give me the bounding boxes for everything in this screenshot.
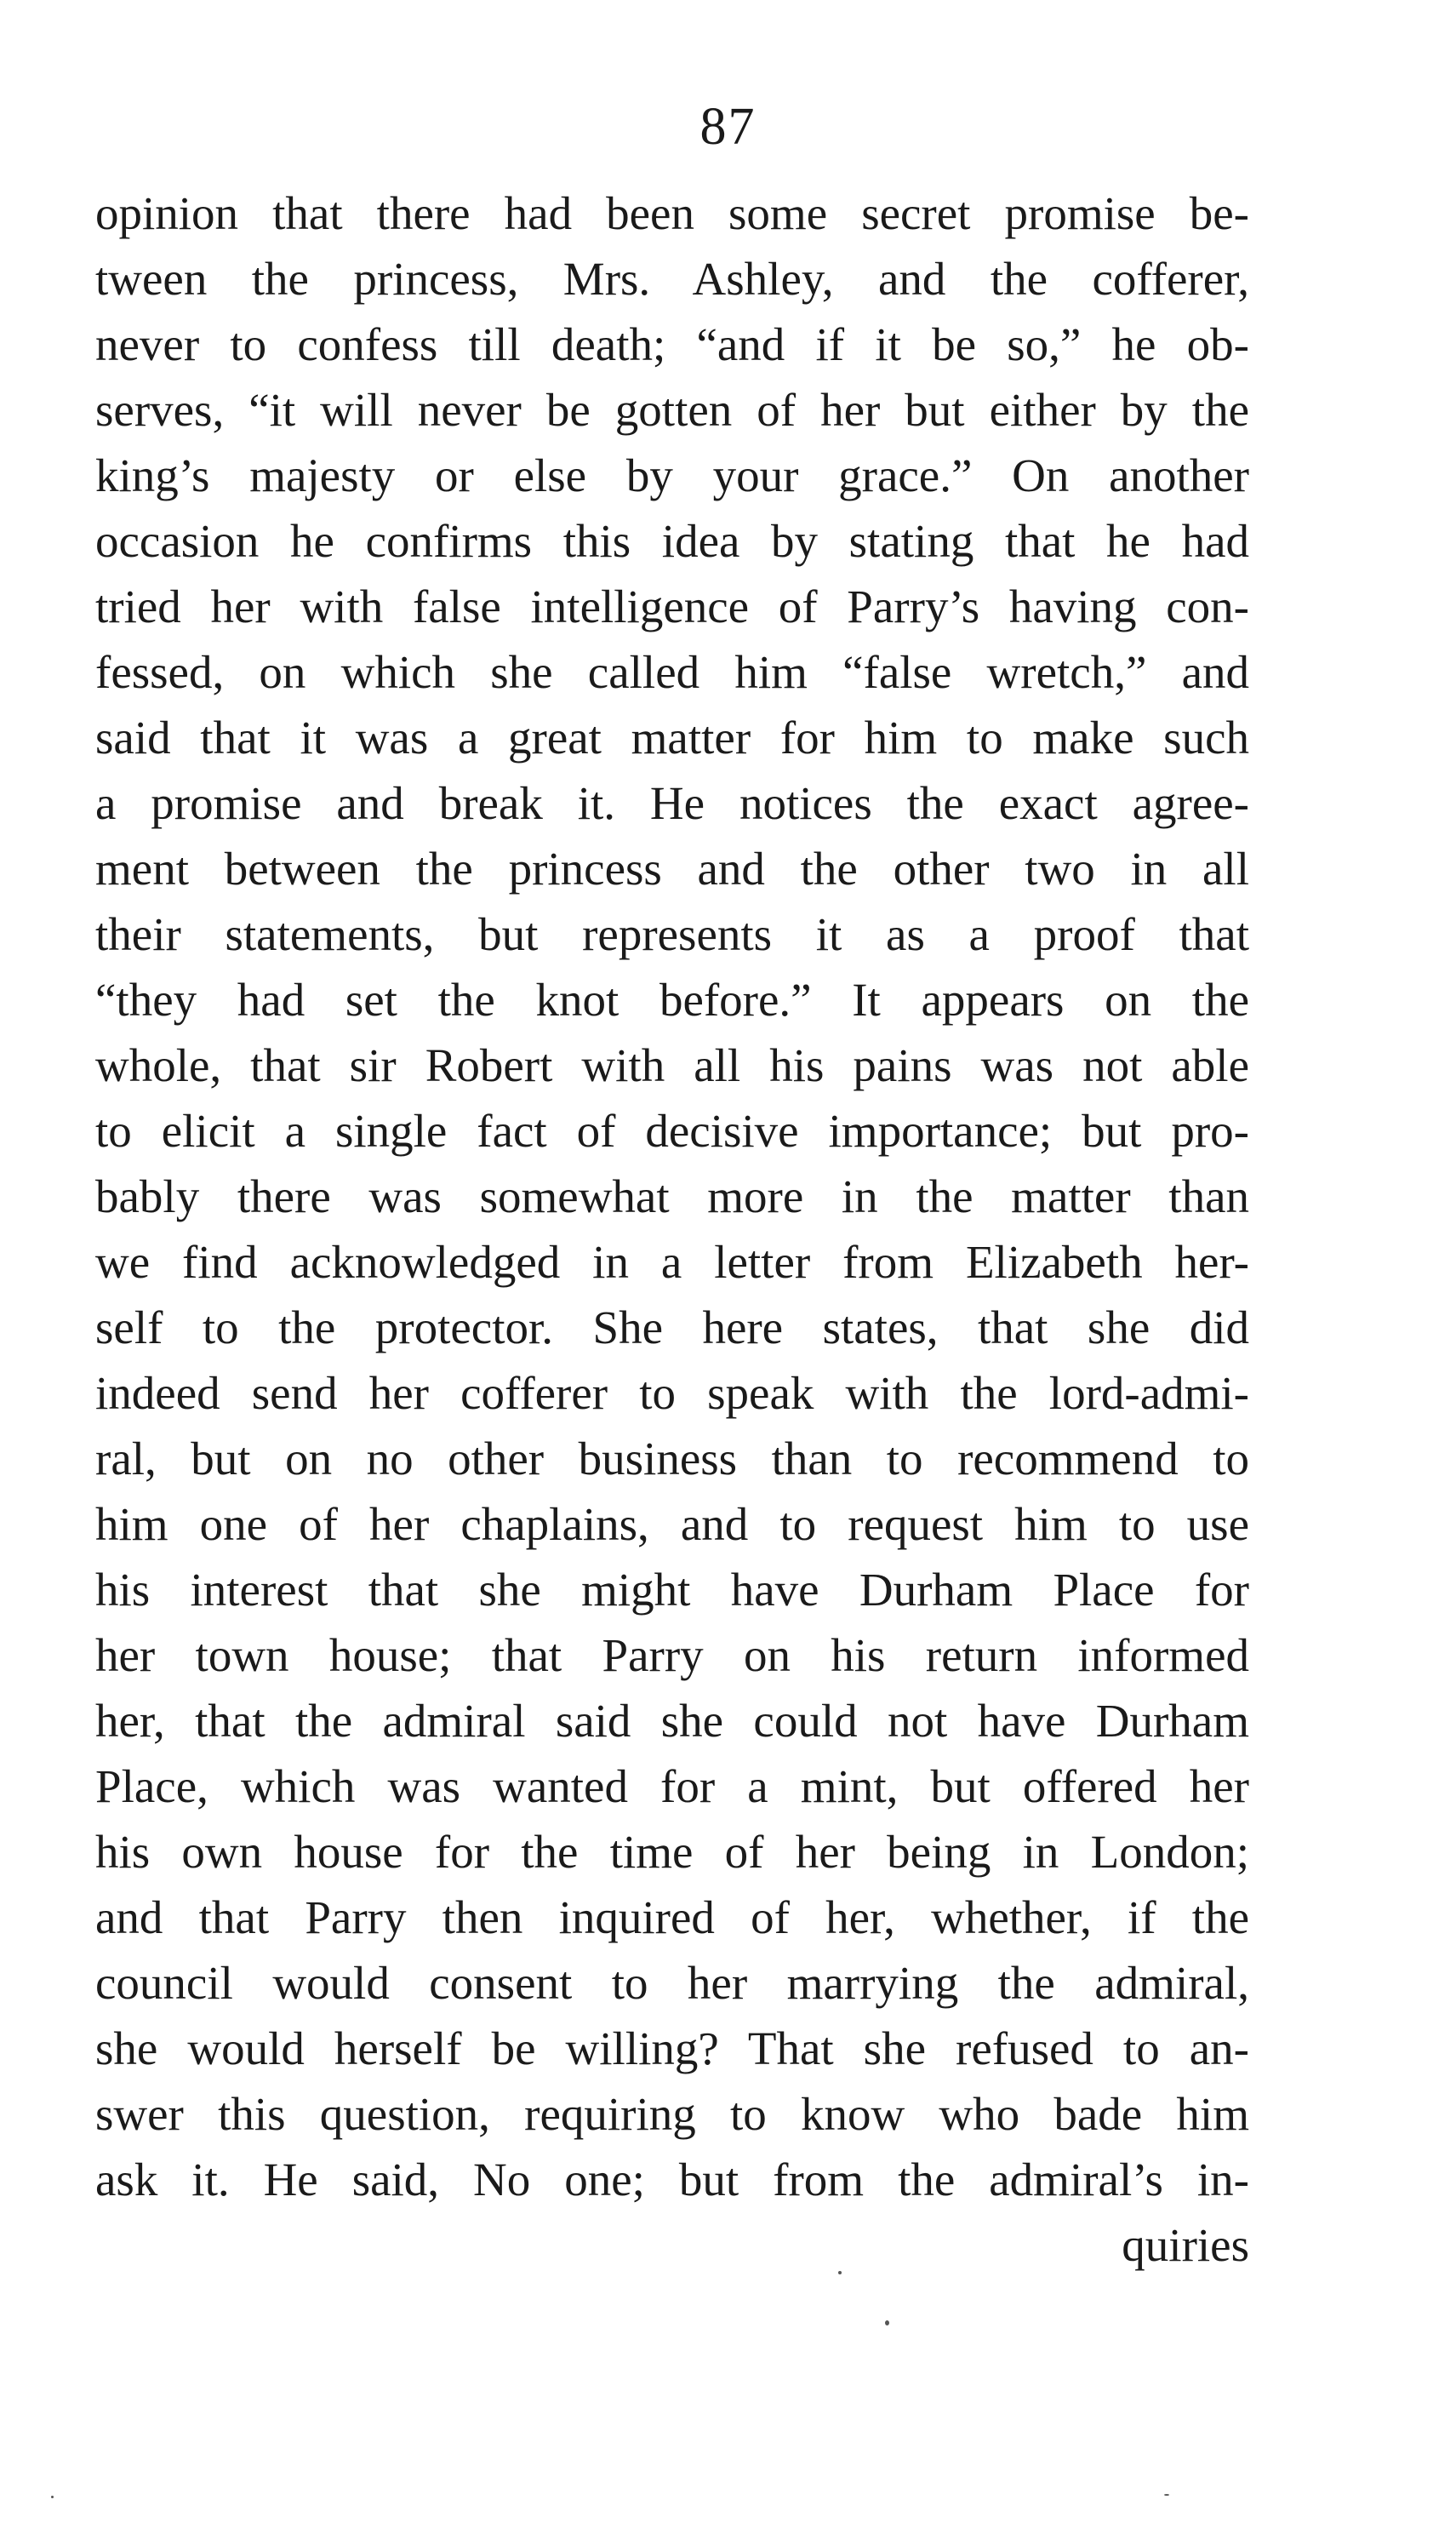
body-text (95, 180, 1249, 2278)
paper-speck (1164, 2494, 1169, 2496)
text-line: their statements, but represents it as a proof that (95, 908, 1249, 960)
text-line: serves, “it will never be gotten of her but either by the (95, 384, 1249, 436)
text-line: said that it was a great matter for him to make such (95, 712, 1249, 764)
text-line: indeed send her cofferer to speak with the lord-admi- (95, 1367, 1249, 1419)
text-line: we find acknowledged in a letter from Elizabeth her- (95, 1236, 1249, 1288)
text-line: him one of her chaplains, and to request him to use (95, 1498, 1249, 1550)
text-line: to elicit a single fact of decisive importance; but pro- (95, 1105, 1249, 1157)
text-line: occasion he confirms this idea by stating that he had (95, 515, 1249, 567)
text-line: never to confess till death; “and if it be so,” he ob- (95, 318, 1249, 370)
catchword: quiries (1122, 2219, 1249, 2271)
text-line: self to the protector. She here states, that she did (95, 1301, 1249, 1353)
text-line: bably there was somewhat more in the matter than (95, 1170, 1249, 1222)
text-line: council would consent to her marrying the admiral, (95, 1957, 1249, 2009)
text-line: his interest that she might have Durham Place for (95, 1564, 1249, 1616)
text-line: ral, but on no other business than to recommend to (95, 1433, 1249, 1484)
paper-speck (838, 2271, 842, 2274)
text-line: and that Parry then inquired of her, whether, if the (95, 1891, 1249, 1943)
paper-speck (885, 2320, 889, 2325)
text-line: whole, that sir Robert with all his pains was not able (95, 1039, 1249, 1091)
text-line: she would herself be willing? That she refused to an- (95, 2022, 1249, 2074)
text-line: a promise and break it. He notices the exact agree- (95, 777, 1249, 829)
text-line: his own house for the time of her being in London; (95, 1826, 1249, 1878)
text-line: “they had set the knot before.” It appears on the (95, 974, 1249, 1026)
text-line: her, that the admiral said she could not have Durham (95, 1695, 1249, 1747)
text-line: opinion that there had been some secret promise be- (95, 187, 1249, 239)
text-line: tween the princess, Mrs. Ashley, and the cofferer, (95, 253, 1249, 305)
text-line: fessed, on which she called him “false wretch,” and (95, 646, 1249, 698)
text-line: Place, which was wanted for a mint, but offered her (95, 1760, 1249, 1812)
text-line: king’s majesty or else by your grace.” On another (95, 449, 1249, 501)
text-line: swer this question, requiring to know who bade him (95, 2088, 1249, 2140)
text-line: tried her with false intelligence of Parry’s having con- (95, 581, 1249, 632)
text-line: ment between the princess and the other two in all (95, 843, 1249, 895)
paper-speck (51, 2496, 54, 2498)
page-number: 87 (699, 98, 757, 156)
text-line: her town house; that Parry on his return informed (95, 1629, 1249, 1681)
text-line: ask it. He said, No one; but from the admiral’s in- (95, 2154, 1249, 2205)
